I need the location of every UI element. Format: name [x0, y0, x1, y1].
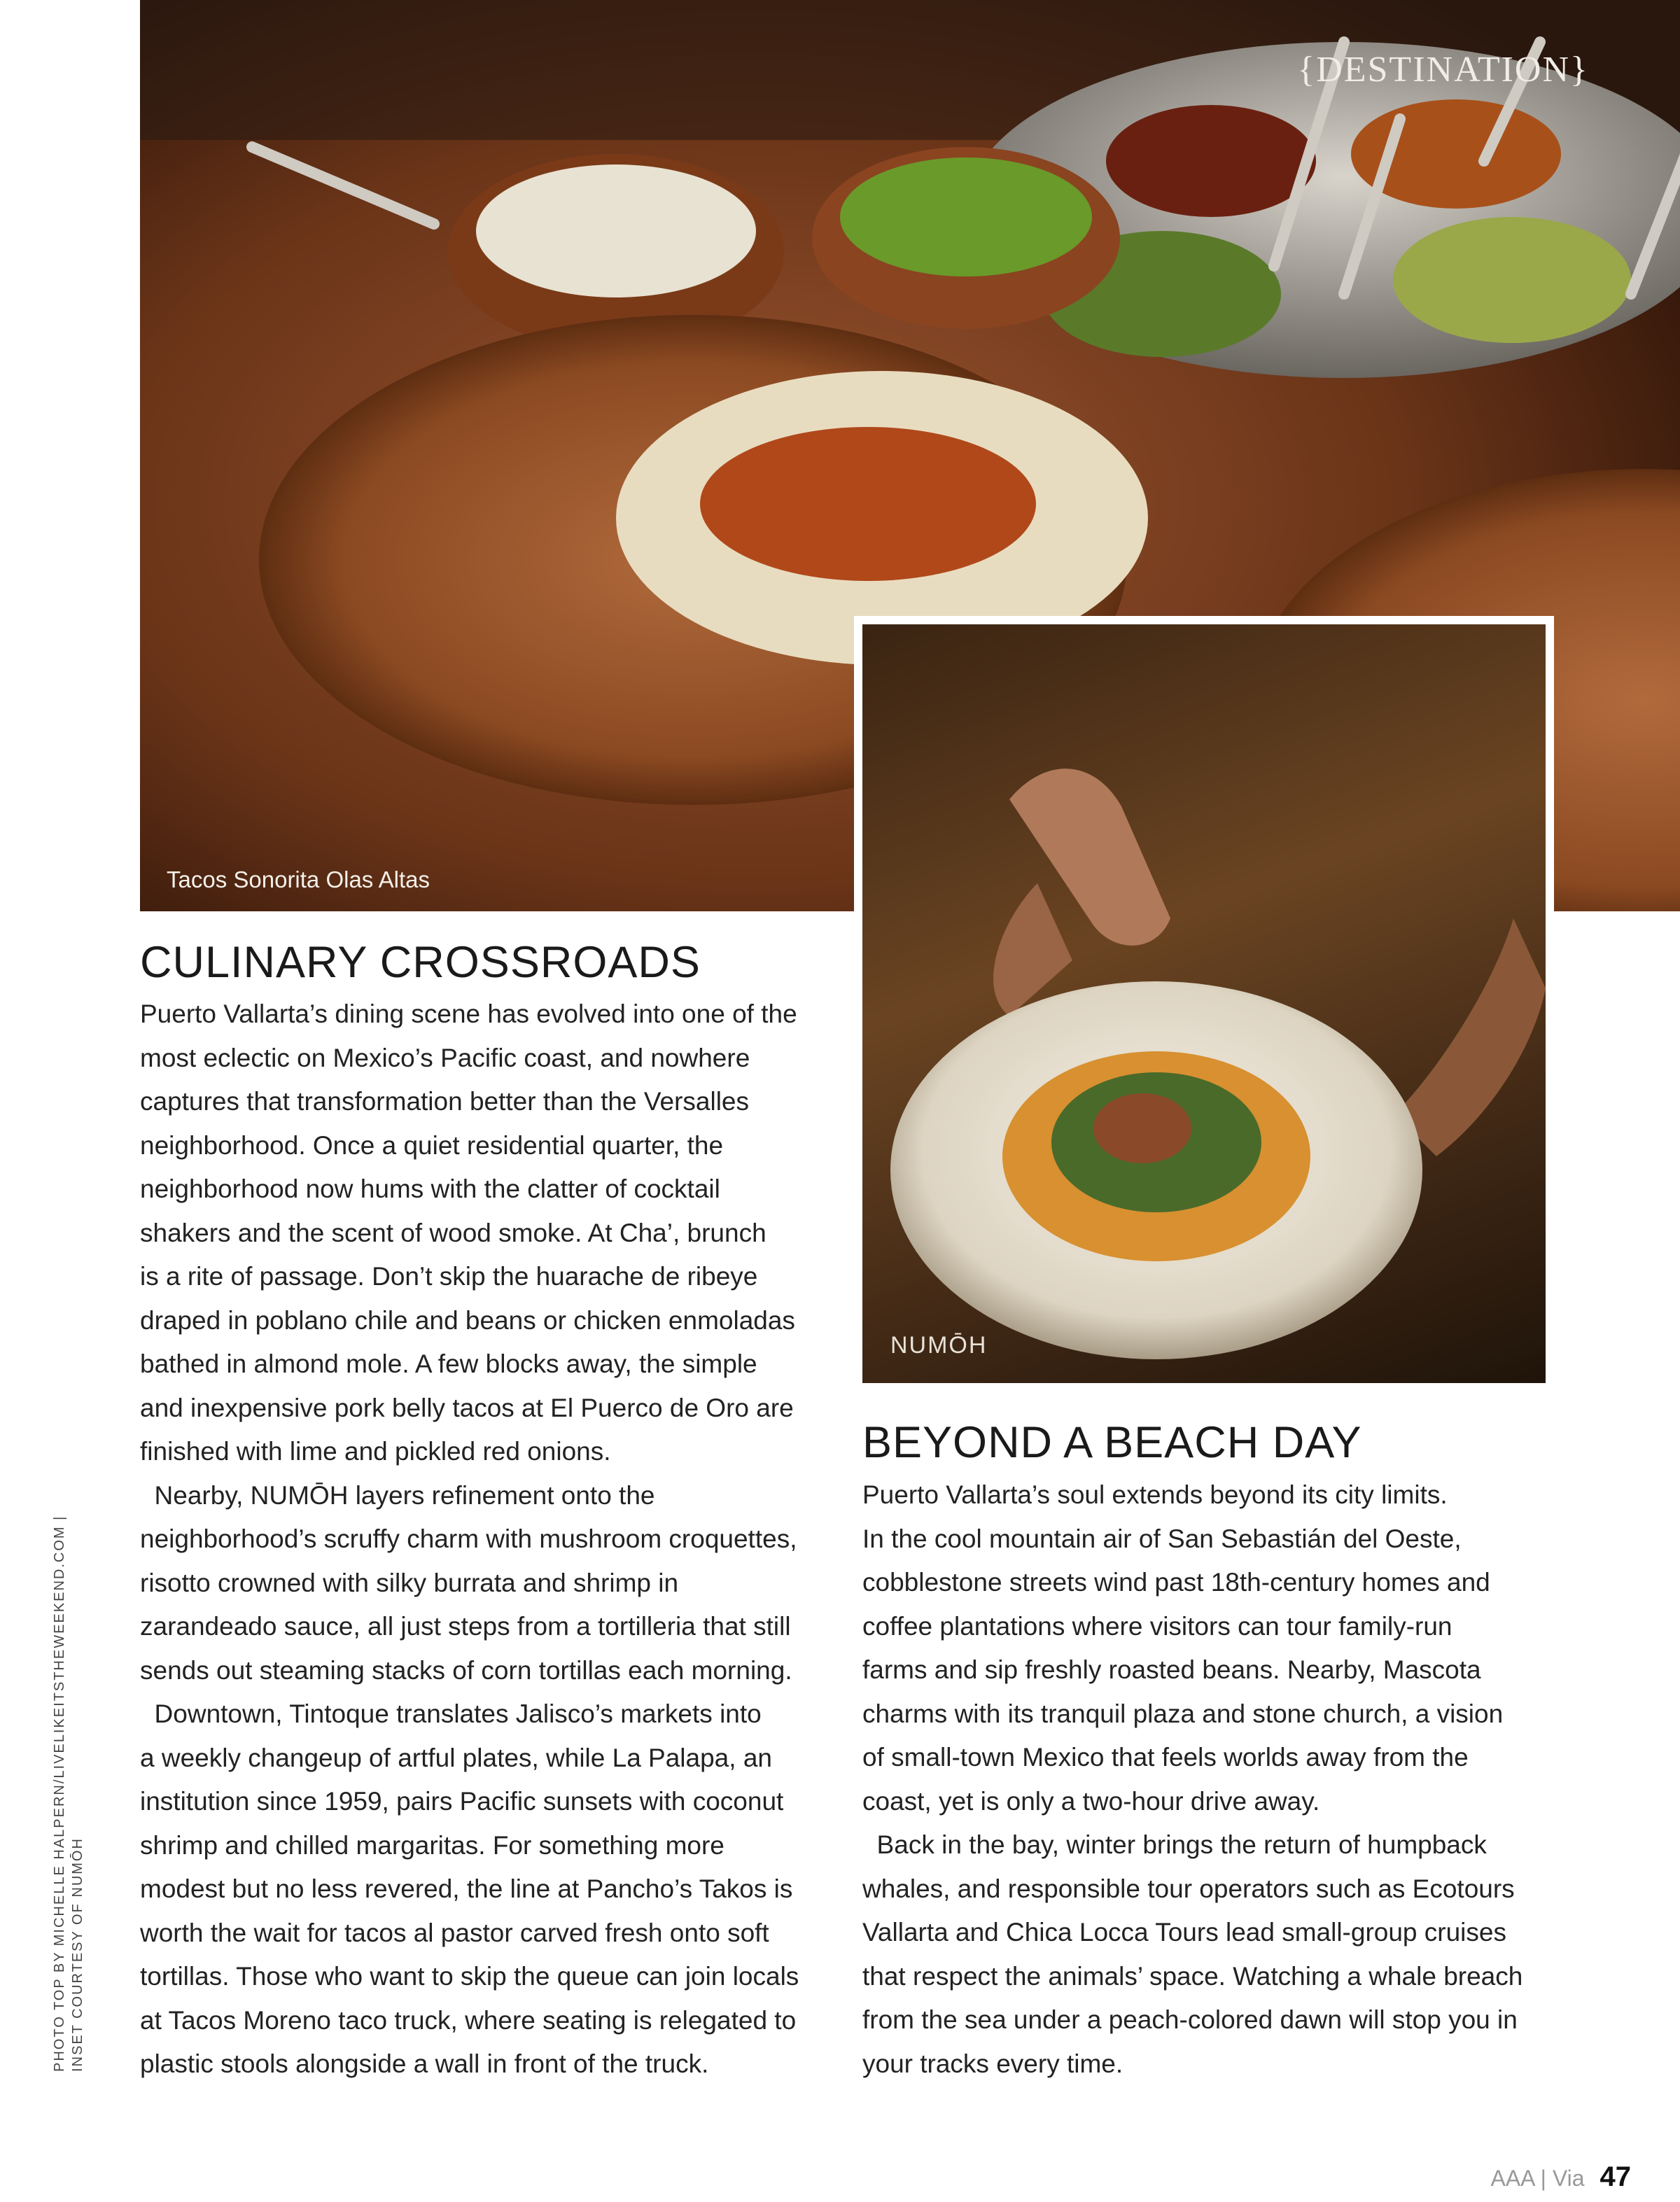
- inset-photo: [862, 624, 1546, 1383]
- hero-photo-caption: Tacos Sonorita Olas Altas: [167, 867, 430, 892]
- body-line: sends out steaming stacks of corn tortillas each morning.: [140, 1655, 792, 1685]
- body-line: zarandeado sauce, all just steps from a tortilleria that still: [140, 1612, 791, 1641]
- body-line: modest but no less revered, the line at Pancho’s Takos is: [140, 1874, 793, 1903]
- body-line: Back in the bay, winter brings the return of humpback: [862, 1830, 1487, 1859]
- body-line: Puerto Vallarta’s dining scene has evolved into one of the: [140, 1000, 797, 1028]
- body-line: bathed in almond mole. A few blocks away, the simple: [140, 1349, 757, 1378]
- photo-credit-line: INSET COURTESY OF NUMŌH: [70, 1837, 85, 2072]
- body-line: your tracks every time.: [862, 2049, 1124, 2078]
- beach-headline: BEYOND A BEACH DAY: [862, 1418, 1362, 1467]
- body-line: captures that transformation better than the Versalles: [140, 1087, 749, 1116]
- inset-photo-frame: [854, 616, 1554, 1391]
- body-line: Puerto Vallarta’s soul extends beyond its city limits.: [862, 1480, 1448, 1509]
- page-number: 47: [1600, 2161, 1631, 2192]
- body-line: Vallarta and Chica Locca Tours lead small-group cruises: [862, 1918, 1506, 1947]
- publication-name: AAA | Via: [1490, 2166, 1585, 2191]
- body-line: worth the wait for tacos al pastor carved fresh onto soft: [140, 1918, 769, 1947]
- beach-body: [862, 1473, 1522, 2086]
- body-line: tortillas. Those who want to skip the queue can join locals: [140, 1962, 799, 1991]
- body-line: neighborhood now hums with the clatter of cocktail: [140, 1174, 720, 1203]
- body-line: farms and sip freshly roasted beans. Nearby, Mascota: [862, 1655, 1481, 1684]
- body-line: cobblestone streets wind past 18th-century homes and: [862, 1568, 1490, 1597]
- body-line: shakers and the scent of wood smoke. At Cha’, brunch: [140, 1218, 766, 1247]
- body-line: charms with its tranquil plaza and stone church, a vision: [862, 1699, 1504, 1728]
- body-line: most eclectic on Mexico’s Pacific coast, and nowhere: [140, 1043, 750, 1072]
- body-line: institution since 1959, pairs Pacific sunsets with coconut: [140, 1787, 784, 1816]
- body-line: finished with lime and pickled red onions.: [140, 1437, 611, 1466]
- body-line: from the sea under a peach-colored dawn will stop you in: [862, 2005, 1518, 2034]
- body-line: a weekly changeup of artful plates, while La Palapa, an: [140, 1743, 772, 1772]
- body-line: that respect the animals’ space. Watching a whale breach: [862, 1961, 1523, 1991]
- body-line: is a rite of passage. Don’t skip the huarache de ribeye: [140, 1262, 758, 1291]
- body-line: at Tacos Moreno taco truck, where seating is relegated to: [140, 2005, 797, 2035]
- photo-credit-line: PHOTO TOP BY MICHELLE HALPERN/LIVELIKEITSTHEWEEKEND.COM |: [52, 1515, 67, 2072]
- body-line: neighborhood’s scruffy charm with mushroom croquettes,: [140, 1524, 797, 1553]
- page-folio: [1490, 2161, 1631, 2193]
- body-line: Nearby, NUMŌH layers refinement onto the: [140, 1480, 655, 1510]
- inset-photo-illustration: [862, 624, 1546, 1383]
- body-line: whales, and responsible tour operators such as Ecotours: [862, 1874, 1515, 1903]
- body-line: plastic stools alongside a wall in front of the truck.: [140, 2049, 709, 2078]
- culinary-headline: CULINARY CROSSROADS: [140, 938, 701, 987]
- body-line: coast, yet is only a two-hour drive away.: [862, 1786, 1320, 1816]
- body-line: draped in poblano chile and beans or chicken enmoladas: [140, 1305, 795, 1335]
- body-line: In the cool mountain air of San Sebastián del Oeste,: [862, 1524, 1462, 1553]
- culinary-body: [140, 993, 799, 2087]
- body-line: coffee plantations where visitors can tour family-run: [862, 1611, 1452, 1641]
- body-line: neighborhood. Once a quiet residential quarter, the: [140, 1130, 724, 1160]
- body-line: and inexpensive pork belly tacos at El Puerco de Oro are: [140, 1393, 794, 1422]
- body-line: risotto crowned with silky burrata and shrimp in: [140, 1568, 679, 1597]
- section-tag: {DESTINATION}: [1297, 50, 1589, 90]
- body-line: of small-town Mexico that feels worlds away from the: [862, 1743, 1469, 1772]
- inset-photo-caption: NUMŌH: [890, 1332, 988, 1359]
- body-line: Downtown, Tintoque translates Jalisco’s markets into: [140, 1699, 762, 1728]
- photo-credit: [50, 1515, 87, 2072]
- body-line: shrimp and chilled margaritas. For something more: [140, 1830, 724, 1860]
